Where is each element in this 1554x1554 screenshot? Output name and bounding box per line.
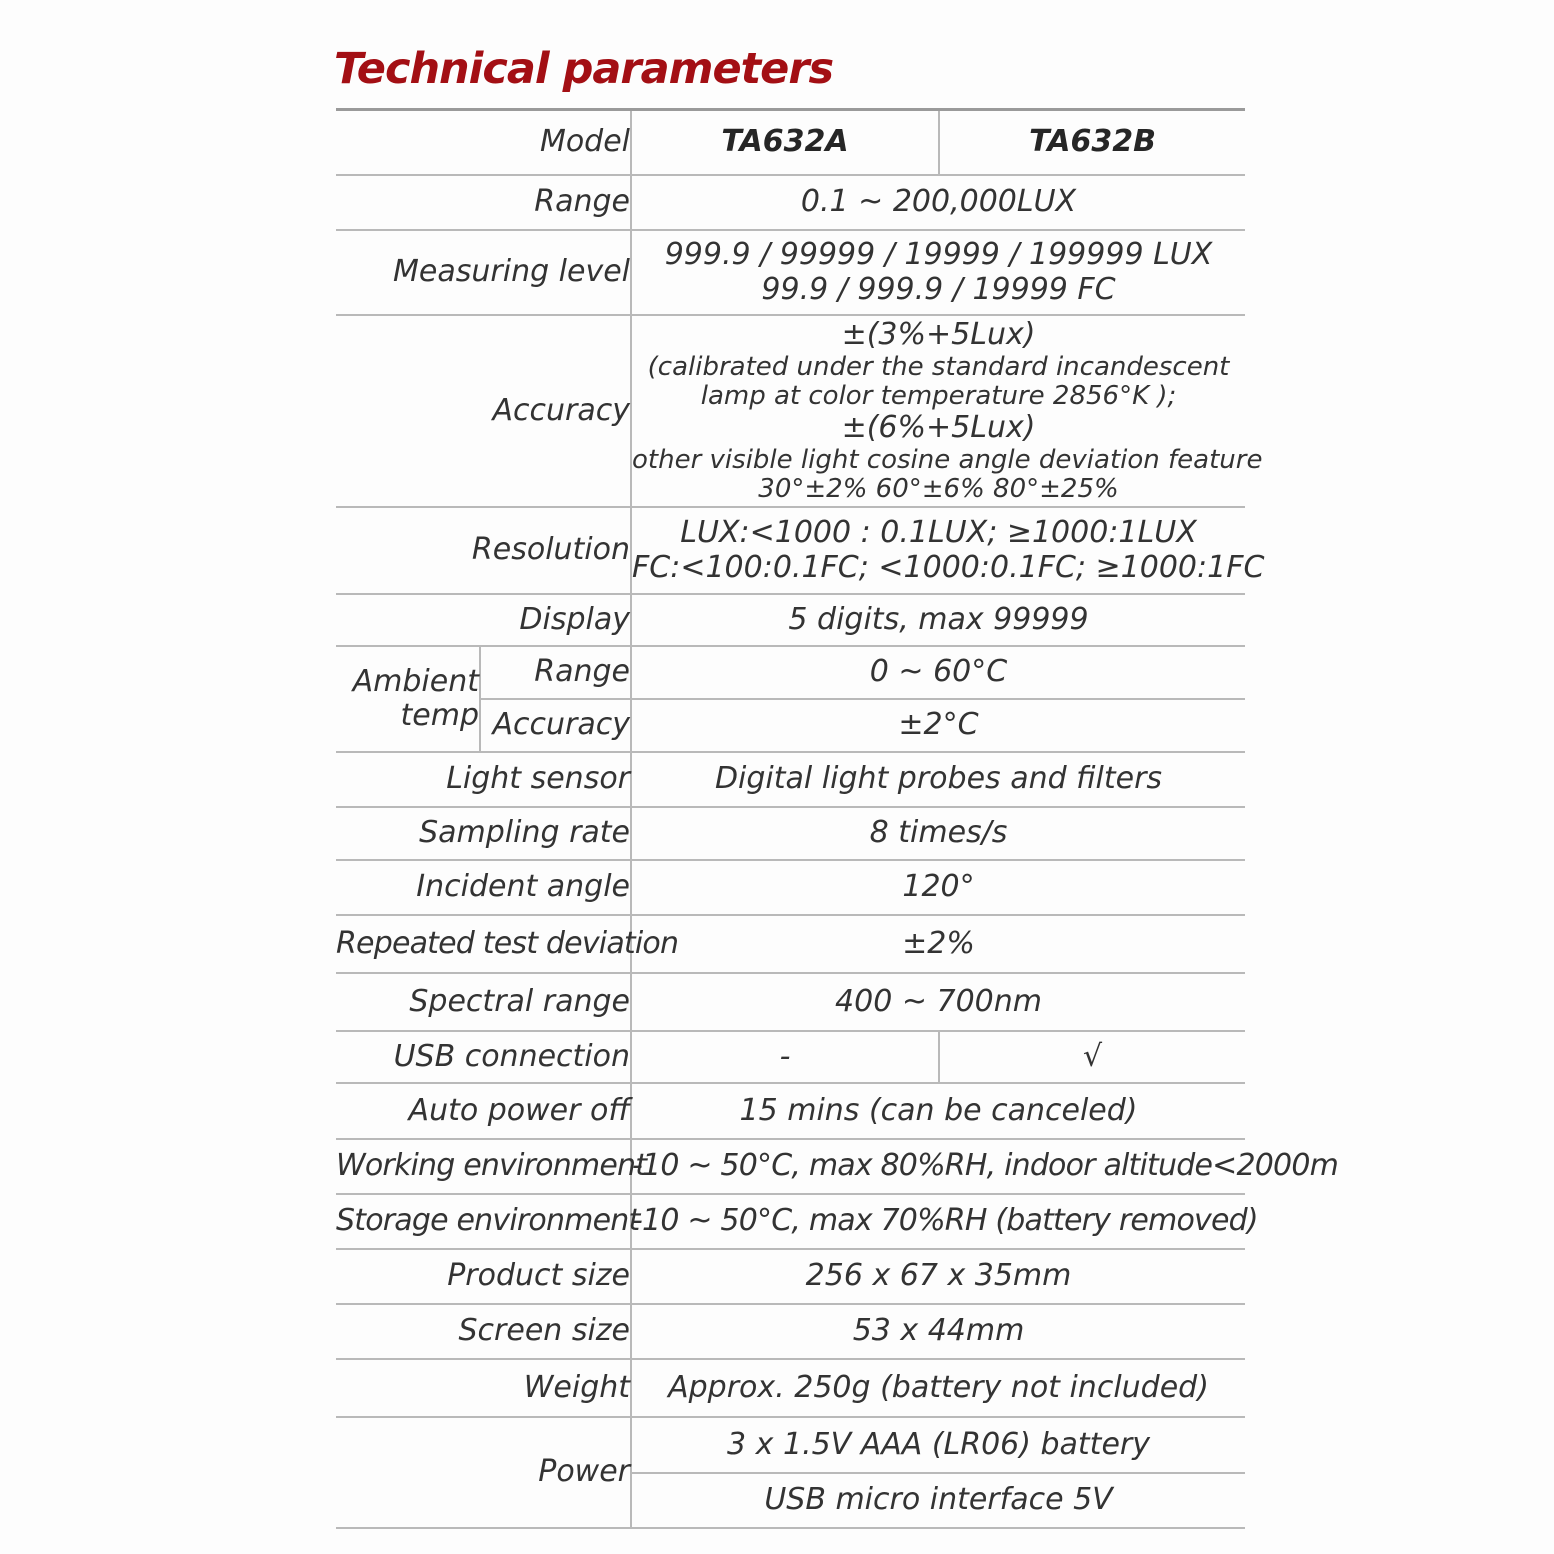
- value-weight: Approx. 250g (battery not included): [631, 1359, 1245, 1417]
- measuring-level-line-2: 99.9 / 999.9 / 19999 FC: [761, 271, 1116, 307]
- label-spectral-range: Spectral range: [336, 973, 631, 1031]
- row-range: [336, 175, 1245, 230]
- value-model-ta632b: TA632B: [939, 111, 1245, 175]
- label-resolution: Resolution: [336, 507, 631, 594]
- label-incident-angle: Incident angle: [336, 860, 631, 915]
- accuracy-line-2: (calibrated under the standard incandescent: [647, 351, 1230, 382]
- row-incident-angle: [336, 860, 1245, 915]
- label-weight: Weight: [336, 1359, 631, 1417]
- value-power-battery: 3 x 1.5V AAA (LR06) battery: [631, 1417, 1245, 1473]
- row-usb-connection: [336, 1031, 1245, 1083]
- label-repeated-test-deviation: Repeated test deviation: [336, 915, 631, 973]
- row-storage-environment: [336, 1194, 1245, 1249]
- label-ambient-temp-accuracy: Accuracy: [480, 699, 631, 752]
- row-working-environment: [336, 1139, 1245, 1194]
- resolution-line-1: LUX:<1000 : 0.1LUX; ≥1000:1LUX: [680, 515, 1197, 550]
- label-storage-environment: Storage environment: [336, 1194, 631, 1249]
- row-measuring-level: [336, 230, 1245, 315]
- row-repeated-test-deviation: [336, 915, 1245, 973]
- measuring-level-line-1: 999.9 / 99999 / 19999 / 199999 LUX: [664, 237, 1213, 272]
- value-storage-environment: -10 ~ 50°C, max 70%RH (battery removed): [631, 1194, 1245, 1249]
- value-light-sensor: Digital light probes and filters: [631, 752, 1245, 807]
- row-product-size: [336, 1249, 1245, 1304]
- row-sampling-rate: [336, 807, 1245, 860]
- row-power-battery: [336, 1417, 1245, 1473]
- accuracy-line-5: other visible light cosine angle deviation feature: [632, 444, 1263, 475]
- value-usb-connection-ta632b: √: [939, 1031, 1245, 1083]
- row-light-sensor: [336, 752, 1245, 807]
- accuracy-line-1: ±(3%+5Lux): [841, 317, 1036, 353]
- row-screen-size: [336, 1304, 1245, 1359]
- page-title: Technical parameters: [334, 44, 834, 94]
- label-ambient-temp-range: Range: [480, 646, 631, 699]
- row-auto-power-off: [336, 1083, 1245, 1139]
- value-repeated-test-deviation: ±2%: [631, 915, 1245, 973]
- value-product-size: 256 x 67 x 35mm: [631, 1249, 1245, 1304]
- accuracy-line-4: ±(6%+5Lux): [841, 410, 1036, 445]
- row-spectral-range: [336, 973, 1245, 1031]
- row-resolution: [336, 507, 1245, 594]
- value-incident-angle: 120°: [631, 860, 1245, 915]
- label-accuracy: Accuracy: [336, 315, 631, 507]
- label-light-sensor: Light sensor: [336, 752, 631, 807]
- value-power-usb: USB micro interface 5V: [631, 1473, 1245, 1528]
- row-display: [336, 594, 1245, 646]
- value-resolution: [631, 507, 1265, 594]
- value-display: 5 digits, max 99999: [631, 594, 1245, 646]
- label-display: Display: [336, 594, 631, 646]
- label-sampling-rate: Sampling rate: [336, 807, 631, 860]
- value-measuring-level: [631, 230, 1245, 315]
- label-ambient-temp: Ambient temp: [336, 646, 480, 752]
- value-sampling-rate: 8 times/s: [631, 807, 1245, 860]
- value-ambient-temp-range: 0 ~ 60°C: [631, 646, 1245, 699]
- label-screen-size: Screen size: [336, 1304, 631, 1359]
- label-working-environment: Working environment: [336, 1139, 631, 1194]
- value-model-ta632a: TA632A: [631, 111, 939, 175]
- accuracy-line-6: 30°±2% 60°±6% 80°±25%: [758, 473, 1119, 504]
- accuracy-line-3: lamp at color temperature 2856°K );: [700, 380, 1177, 411]
- row-model: [336, 111, 1245, 175]
- label-usb-connection: USB connection: [336, 1031, 631, 1083]
- value-ambient-temp-accuracy: ±2°C: [631, 699, 1245, 752]
- label-range: Range: [336, 175, 631, 230]
- row-weight: [336, 1359, 1245, 1417]
- label-model: Model: [336, 111, 631, 175]
- spec-table: [336, 111, 1339, 1529]
- resolution-line-2: FC:<100:0.1FC; <1000:0.1FC; ≥1000:1FC: [632, 549, 1265, 585]
- value-working-environment: -10 ~ 50°C, max 80%RH, indoor altitude<2000m: [631, 1139, 1245, 1194]
- label-auto-power-off: Auto power off: [336, 1083, 631, 1139]
- row-accuracy: [336, 315, 1245, 507]
- label-product-size: Product size: [336, 1249, 631, 1304]
- value-screen-size: 53 x 44mm: [631, 1304, 1245, 1359]
- label-measuring-level: Measuring level: [336, 230, 631, 315]
- value-range: 0.1 ~ 200,000LUX: [631, 175, 1245, 230]
- label-power: Power: [336, 1417, 631, 1528]
- value-auto-power-off: 15 mins (can be canceled): [631, 1083, 1245, 1139]
- row-ambient-temp-range: [336, 646, 1245, 699]
- value-usb-connection-ta632a: -: [631, 1031, 939, 1083]
- value-spectral-range: 400 ~ 700nm: [631, 973, 1245, 1031]
- value-accuracy: [631, 315, 1263, 507]
